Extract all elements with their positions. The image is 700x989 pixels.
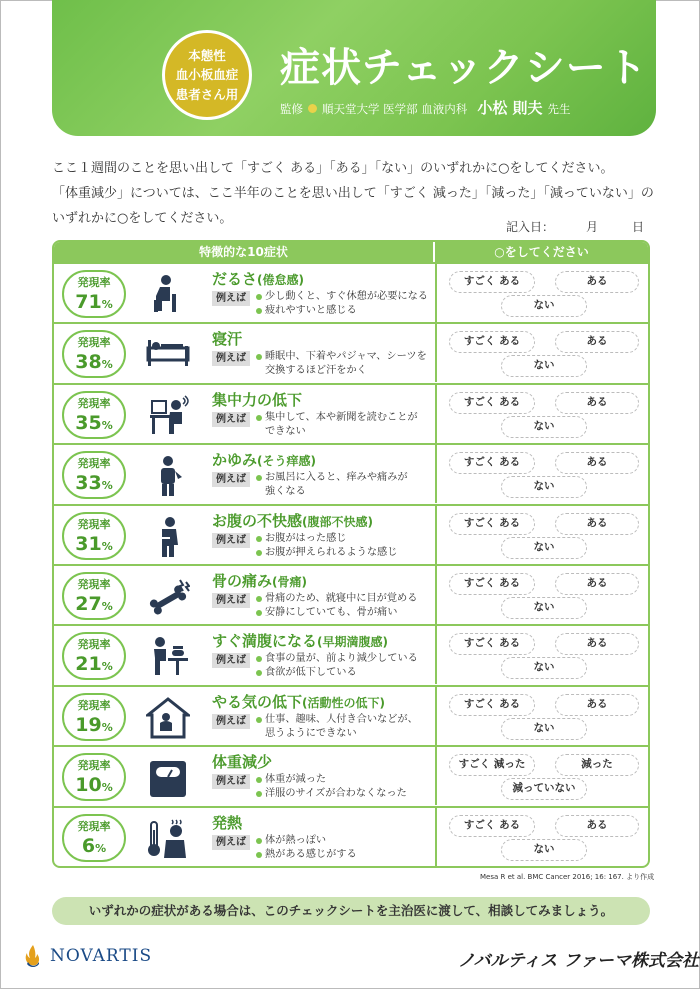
symptom-title: かゆみ — [212, 451, 258, 470]
example-line: 熱がある感じがする — [256, 848, 438, 862]
flame-logo-icon — [24, 944, 42, 968]
example-lines — [256, 471, 438, 499]
example-tag: 例えば — [212, 351, 250, 366]
example-line: 疲れやすいと感じる — [256, 304, 438, 318]
symptom-row — [54, 504, 648, 564]
example-line: 洋服のサイズが合わなくなった — [256, 787, 438, 801]
example-lines — [256, 290, 438, 318]
symptom-row — [54, 564, 648, 624]
rate-label: 発現率 — [77, 276, 111, 289]
rate-number: 33 — [75, 472, 102, 495]
example-line: 睡眠中、下着やパジャマ、シーツを — [256, 350, 438, 364]
rate-value — [64, 350, 124, 377]
header-symptoms: 特徴的な10症状 — [54, 242, 435, 262]
example-line: 集中して、本や新聞を読むことが — [256, 411, 438, 425]
month-field[interactable] — [554, 218, 586, 235]
symptom-title: お腹の不快感 — [212, 511, 303, 530]
example-line: お腹がはった感じ — [256, 532, 438, 546]
symptom-row — [54, 624, 648, 684]
option-no[interactable]: ない — [501, 657, 587, 679]
option-yes[interactable]: ある — [555, 452, 639, 474]
day-label: 日 — [632, 220, 645, 234]
option-yes[interactable]: ある — [555, 271, 639, 293]
person-in-house-icon — [146, 697, 190, 739]
rate-number: 31 — [75, 532, 102, 555]
rate-number: 71 — [75, 291, 102, 313]
badge-line: 本態性 — [188, 47, 226, 63]
example-lines — [256, 350, 438, 378]
option-strong[interactable]: すごく 減った — [449, 754, 535, 776]
symptom-title: 寝汗 — [212, 330, 243, 349]
entry-date — [506, 218, 644, 235]
example-lines — [256, 592, 438, 620]
symptom-title: 骨の痛み — [212, 572, 273, 590]
symptom-name — [212, 812, 242, 833]
rate-number: 21 — [75, 653, 102, 676]
incidence-rate — [62, 572, 126, 620]
logo-text: NOVARTIS — [50, 946, 153, 966]
rate-label: 発現率 — [77, 759, 111, 773]
rate-unit: % — [101, 600, 113, 613]
rate-unit: % — [101, 418, 113, 432]
person-sitting-icon — [146, 274, 190, 316]
rate-number: 6 — [81, 834, 96, 857]
instruction-line: 「体重減少」については、ここ半年のことを思い出して「すごく 減った」「減った」「減っていない」の — [52, 186, 654, 201]
incidence-rate — [62, 814, 126, 862]
answer-options — [435, 385, 648, 443]
rate-unit: % — [101, 358, 113, 372]
option-strong[interactable]: すごく ある — [449, 694, 535, 716]
citation: Mesa R et al. BMC Cancer 2016; 16: 167. より作成 — [480, 873, 655, 881]
symptom-subtitle: (そう痒感) — [257, 454, 316, 469]
person-holding-belly-icon — [146, 516, 190, 558]
example-line: 交換するほど汗をかく — [265, 365, 367, 377]
example-line: お風呂に入ると、痒みや痛みが — [256, 471, 438, 485]
option-yes[interactable]: ある — [555, 392, 639, 414]
rate-value — [64, 773, 124, 800]
symptom-name — [212, 449, 316, 470]
bullet-dot-icon — [308, 104, 317, 113]
symptom-row — [54, 262, 648, 322]
symptom-name — [212, 389, 302, 410]
patient-badge — [162, 30, 252, 120]
rate-unit: % — [95, 841, 107, 855]
option-yes[interactable]: ある — [555, 513, 639, 535]
rate-label: 発現率 — [77, 578, 111, 591]
example-tag: 例えば — [212, 593, 250, 608]
answer-options — [435, 566, 648, 624]
day-field[interactable] — [598, 218, 632, 235]
option-strong[interactable]: すごく ある — [449, 331, 535, 353]
rate-number: 35 — [75, 411, 102, 434]
symptom-row — [54, 806, 648, 866]
symptom-row — [54, 383, 648, 443]
option-no[interactable]: ない — [501, 416, 587, 438]
option-yes[interactable]: ある — [555, 331, 639, 353]
symptom-subtitle: (腹部不快感) — [302, 514, 373, 529]
rate-unit: % — [101, 479, 113, 493]
option-strong[interactable]: すごく ある — [449, 452, 535, 474]
symptom-name — [212, 328, 242, 349]
option-yes[interactable]: ある — [555, 815, 639, 837]
example-tag: 例えば — [212, 774, 250, 789]
answer-options — [435, 324, 648, 382]
footer-message: いずれかの症状がある場合は、このチェックシートを主治医に渡して、相談してみましょう。 — [52, 897, 650, 925]
option-no[interactable]: ない — [501, 839, 587, 861]
instruction-line: いずれかに○をしてください。 — [52, 211, 233, 226]
rate-value — [64, 532, 124, 559]
symptom-title: すぐ満腹になる — [212, 632, 318, 651]
example-tag: 例えば — [212, 533, 250, 548]
example-tag: 例えば — [212, 472, 250, 487]
incidence-rate — [62, 512, 126, 560]
header-banner — [52, 0, 656, 136]
option-yes[interactable]: 減った — [555, 754, 639, 776]
company-name: ノバルティス ファーマ株式会社 — [458, 951, 699, 971]
incidence-rate — [62, 693, 126, 741]
incidence-rate — [62, 753, 126, 801]
example-line: 骨痛のため、就寝中に目が覚める — [256, 592, 438, 606]
rate-unit: % — [101, 539, 113, 553]
option-strong[interactable]: すごく ある — [449, 815, 535, 837]
option-no[interactable]: 減っていない — [501, 778, 587, 800]
rate-number: 19 — [75, 713, 102, 736]
bed-icon — [146, 334, 190, 376]
affiliation: 順天堂大学 医学部 血液内科 — [322, 102, 468, 116]
symptom-title: 体重減少 — [212, 753, 273, 772]
option-strong[interactable]: すごく ある — [449, 271, 535, 293]
option-no[interactable]: ない — [501, 537, 587, 559]
symptom-subtitle: (活動性の低下) — [302, 695, 385, 710]
supervisor-credit — [280, 97, 571, 118]
example-line: 食欲が低下している — [256, 666, 438, 680]
example-line: 食事の量が、前より減少している — [256, 652, 438, 666]
person-scratching-icon — [146, 455, 190, 497]
bone-pain-icon — [146, 576, 190, 618]
badge-line: 患者さん用 — [175, 86, 239, 102]
rate-unit: % — [101, 660, 113, 674]
rate-unit: % — [101, 720, 113, 734]
rate-label: 発現率 — [77, 638, 111, 652]
rate-value — [64, 834, 124, 861]
rate-value — [64, 471, 124, 498]
entry-date-label: 記入日： — [506, 220, 555, 234]
answer-options — [435, 747, 648, 805]
symptom-title: 集中力の低下 — [212, 390, 303, 409]
option-no[interactable]: ない — [501, 355, 587, 377]
rate-number: 27 — [75, 593, 102, 615]
option-strong[interactable]: すごく ある — [449, 392, 535, 414]
example-tag: 例えば — [212, 714, 250, 729]
rate-unit: % — [101, 298, 113, 311]
symptom-row — [54, 322, 648, 382]
symptom-row — [54, 745, 648, 805]
page-title: 症状チェックシート — [280, 45, 648, 91]
thermometer-fever-icon — [146, 818, 190, 860]
option-no[interactable]: ない — [501, 718, 587, 740]
person-at-desk-icon — [146, 395, 190, 437]
symptom-name — [212, 751, 272, 772]
rate-label: 発現率 — [77, 336, 111, 350]
example-line: できない — [265, 425, 306, 437]
incidence-rate — [62, 632, 126, 680]
symptom-name — [212, 630, 388, 651]
symptom-title: 発熱 — [212, 813, 243, 832]
option-strong[interactable]: すごく ある — [449, 513, 535, 535]
symptom-row — [54, 685, 648, 745]
rate-value — [64, 652, 124, 679]
example-line: 体重が減った — [256, 773, 438, 787]
doctor-suffix: 先生 — [547, 102, 571, 116]
example-lines — [256, 411, 438, 439]
incidence-rate — [62, 451, 126, 499]
symptom-subtitle: (早期満腹感) — [317, 635, 388, 650]
symptom-row — [54, 443, 648, 503]
example-line: 安静にしていても、骨が痛い — [256, 606, 438, 620]
rate-label: 発現率 — [77, 517, 111, 531]
doctor-name: 小松 則夫 — [477, 99, 543, 117]
scale-icon — [146, 757, 190, 799]
rate-label: 発現率 — [77, 698, 111, 712]
example-tag: 例えば — [212, 412, 250, 427]
symptom-table — [52, 240, 650, 868]
novartis-logo — [24, 944, 152, 968]
example-tag: 例えば — [212, 653, 250, 668]
example-lines — [256, 834, 438, 862]
option-yes[interactable]: ある — [555, 694, 639, 716]
example-lines — [256, 652, 438, 680]
answer-options — [435, 626, 648, 684]
rate-value — [64, 592, 124, 619]
header-circle: ○をしてください — [494, 245, 589, 259]
supervise-label: 監修 — [280, 102, 303, 116]
rate-number: 10 — [75, 774, 102, 797]
example-line: 体が熱っぽい — [256, 834, 438, 848]
answer-options — [435, 264, 648, 322]
option-yes[interactable]: ある — [555, 633, 639, 655]
symptom-subtitle: (倦怠感) — [257, 273, 304, 287]
instruction-line: ここ１週間のことを思い出して「すごく ある」「ある」「ない」のいずれかに○をしてください。 — [52, 161, 614, 176]
example-line: 仕事、趣味、人付き合いなどが、 — [256, 713, 438, 727]
rate-label: 発現率 — [77, 457, 111, 471]
example-line: 少し動くと、すぐ休憩が必要になる — [256, 290, 438, 304]
table-header — [54, 242, 648, 262]
example-tag: 例えば — [212, 835, 250, 850]
option-strong[interactable]: すごく ある — [449, 633, 535, 655]
symptom-subtitle: (骨痛) — [272, 575, 307, 589]
rate-number: 38 — [75, 351, 102, 374]
example-line: お腹が押えられるような感じ — [256, 546, 438, 560]
option-no[interactable]: ない — [501, 597, 587, 619]
example-lines — [256, 532, 438, 560]
rate-value — [64, 713, 124, 740]
rate-value — [64, 290, 124, 317]
symptom-name — [212, 570, 307, 591]
example-lines — [256, 713, 438, 741]
rate-label: 発現率 — [77, 396, 111, 410]
symptom-name — [212, 268, 304, 289]
symptom-name — [212, 691, 385, 712]
incidence-rate — [62, 270, 126, 318]
option-yes[interactable]: ある — [555, 573, 639, 595]
option-no[interactable]: ない — [501, 476, 587, 498]
symptom-title: やる気の低下 — [212, 692, 303, 711]
option-no[interactable]: ない — [501, 295, 587, 317]
option-strong[interactable]: すごく ある — [449, 573, 535, 595]
example-lines — [256, 773, 438, 801]
badge-line: 血小板血症 — [175, 67, 239, 83]
rate-label: 発現率 — [77, 819, 111, 833]
symptom-title: だるさ — [212, 270, 258, 288]
answer-options — [435, 506, 648, 564]
person-eating-icon — [146, 636, 190, 678]
rate-unit: % — [101, 781, 113, 795]
incidence-rate — [62, 391, 126, 439]
incidence-rate — [62, 330, 126, 378]
example-line: 強くなる — [265, 486, 306, 498]
answer-options — [435, 808, 648, 866]
answer-options — [435, 445, 648, 503]
rate-value — [64, 411, 124, 438]
symptom-name — [212, 510, 373, 531]
example-line: 思うようにできない — [265, 727, 357, 739]
example-tag: 例えば — [212, 291, 250, 306]
month-label: 月 — [586, 220, 599, 234]
answer-options — [435, 687, 648, 745]
